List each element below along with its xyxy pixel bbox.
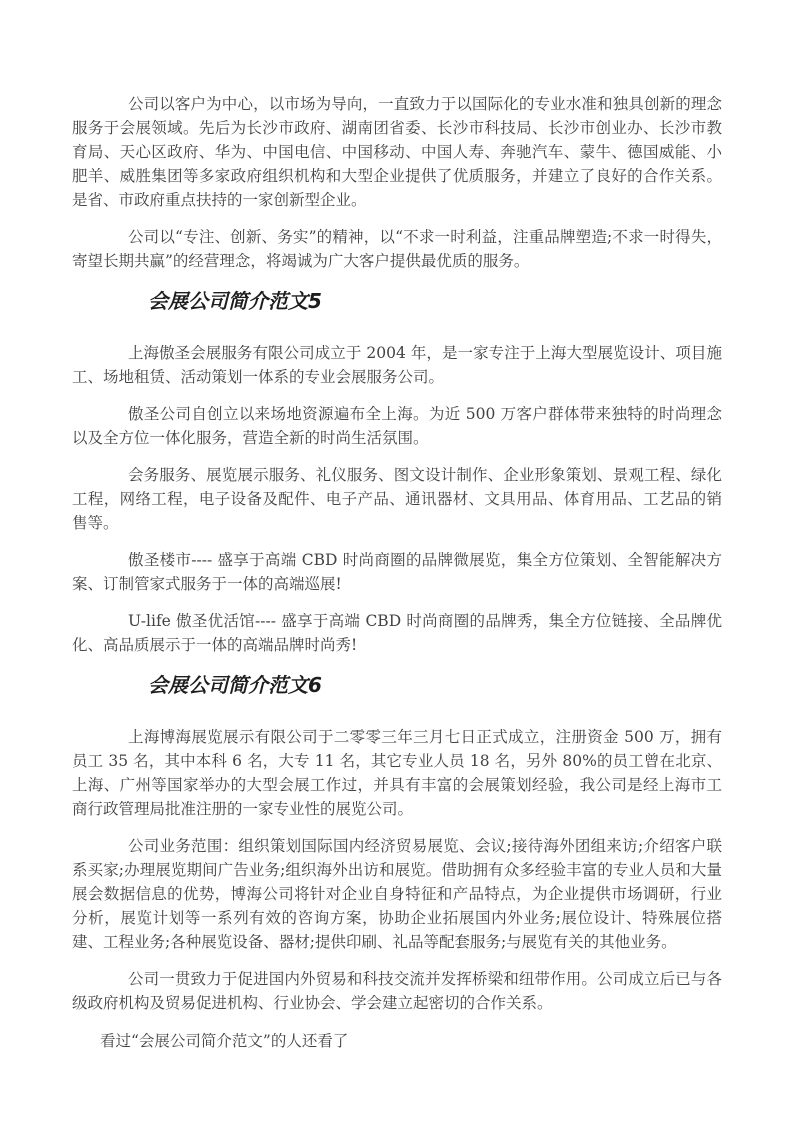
section-heading-sample-5: 会展公司简介范文5: [148, 289, 322, 313]
paragraph-company-mission: 公司以客户为中心，以市场为导向，一直致力于以国际化的专业水准和独具创新的理念服务于会展领域。先后为长沙市政府、湖南团省委、长沙市科技局、长沙市创业办、长沙市教育局、天心区政府、华为、中国电信、中国移动、中国人寿、奔驰汽车、蒙牛、德国威能、小肥羊、威胜集团等多家政府组织机构和大型企业提供了优质服务，并建立了良好的合作关系。是省、市政府重点扶持的一家创新型企业。: [72, 95, 722, 209]
paragraph-aosheng-services: 会务服务、展览展示服务、礼仪服务、图文设计制作、企业形象策划、景观工程、绿化工程，网络工程，电子设备及配件、电子产品、通讯器材、文具用品、体育用品、工艺品的销售等。: [72, 466, 722, 532]
paragraph-company-philosophy: 公司以“专注、创新、务实”的精神，以“不求一时利益，注重品牌塑造;不求一时得失，寄望长期共赢”的经营理念，将竭诚为广大客户提供最优质的服务。: [72, 228, 722, 270]
paragraph-bohai-cooperation: 公司一贯致力于促进国内外贸易和科技交流并发挥桥梁和纽带作用。公司成立后已与各级政府机构及贸易促进机构、行业协会、学会建立起密切的合作关系。: [72, 970, 722, 1012]
paragraph-aosheng-intro: 上海傲圣会展服务有限公司成立于 2004 年，是一家专注于上海大型展览设计、项目施工、场地租赁、活动策划一体系的专业会展服务公司。: [72, 344, 722, 386]
paragraph-aosheng-loushi: 傲圣楼市---- 盛享于高端 CBD 时尚商圈的品牌微展览，集全方位策划、全智能解决方案、订制管家式服务于一体的高端巡展!: [72, 551, 722, 593]
paragraph-aosheng-resources: 傲圣公司自创立以来场地资源遍布全上海。为近 500 万客户群体带来独特的时尚理念以及全方位一体化服务，营造全新的时尚生活氛围。: [72, 405, 722, 447]
related-reading-line: 看过“会展公司简介范文”的人还看了: [100, 1032, 349, 1050]
section-heading-sample-6: 会展公司简介范文6: [148, 673, 322, 697]
paragraph-bohai-business-scope: 公司业务范围：组织策划国际国内经济贸易展览、会议;接待海外团组来访;介绍客户联系买家;办理展览期间广告业务;组织海外出访和展览。借助拥有众多经验丰富的专业人员和大量展会数据信息的优势，博海公司将针对企业自身特征和产品特点，为企业提供市场调研，行业分析，展览计划等一系列有效的咨询方案，协助企业拓展国内外业务;展位设计、特殊展位搭建、工程业务;各种展览设备、器材;提供印刷、礼品等配套服务;与展览有关的其他业务。: [72, 837, 722, 951]
paragraph-bohai-intro: 上海博海展览展示有限公司于二零零三年三月七日正式成立，注册资金 500 万，拥有员工 35 名，其中本科 6 名，大专 11 名，其它专业人员 18 名，另外 80%的员工曾在北京、上海、广州等国家举办的大型会展工作过，并具有丰富的会展策划经验，我公司是经上海市工商行政管理局批准注册的一家专业性的展览公司。: [72, 728, 722, 818]
paragraph-ulife: U-life 傲圣优活馆---- 盛享于高端 CBD 时尚商圈的品牌秀，集全方位链接、全品牌优化、高品质展示于一体的高端品牌时尚秀!: [72, 612, 722, 654]
